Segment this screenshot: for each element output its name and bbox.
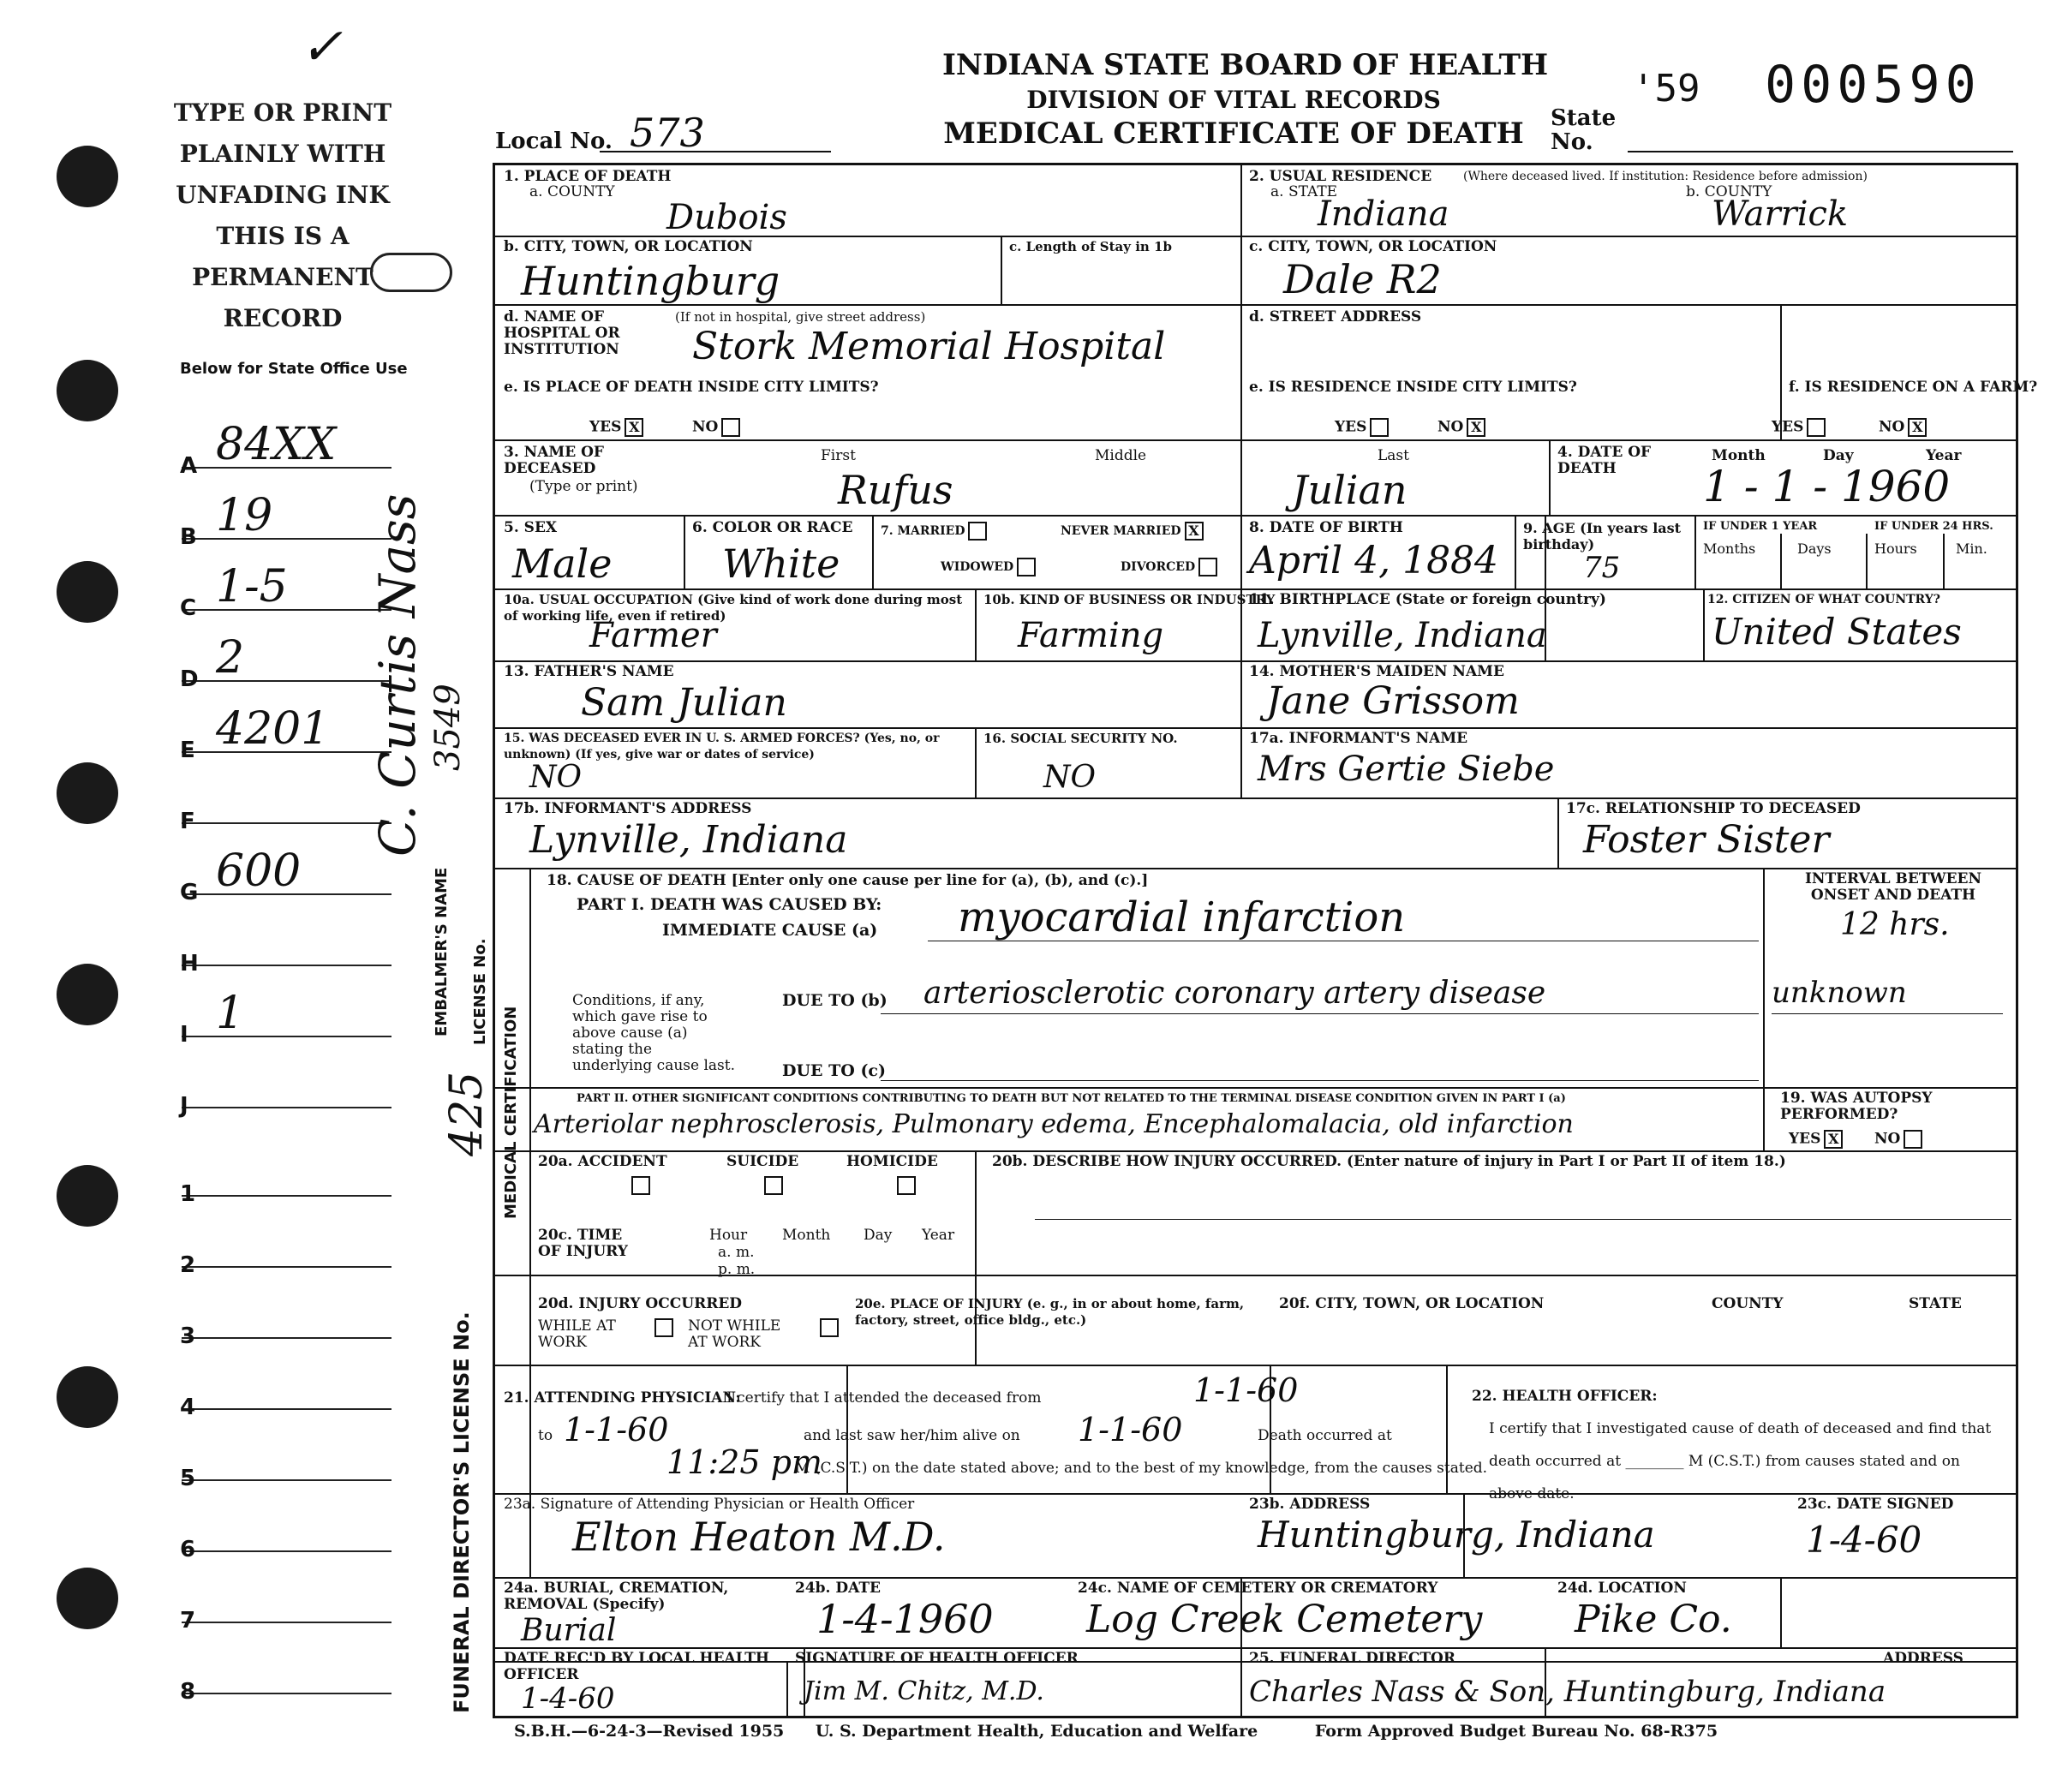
- injury-city-label: 20f. CITY, TOWN, OR LOCATION: [1279, 1295, 1545, 1312]
- date-of-death: 1 - 1 - 1960: [1703, 462, 1951, 511]
- residence-label: 2. USUAL RESIDENCE: [1249, 168, 1432, 185]
- sex-value: Male: [512, 541, 613, 587]
- code-row-6: [180, 1516, 391, 1562]
- cert-text-1: I certify that I attended the deceased from: [726, 1389, 1042, 1407]
- checkbox: [1807, 418, 1826, 437]
- dob-label: 8. DATE OF BIRTH: [1249, 519, 1403, 536]
- year-label: Year: [1926, 447, 1962, 464]
- pm-label: p. m.: [718, 1261, 756, 1278]
- due-to-c-label: DUE TO (c): [782, 1061, 886, 1080]
- left-margin: [0, 0, 493, 1792]
- code-value: 4201: [216, 703, 330, 755]
- inside-yes[interactable]: YES X: [589, 418, 643, 437]
- board-title: INDIANA STATE BOARD OF HEALTH: [942, 48, 1549, 82]
- never-married-label[interactable]: NEVER MARRIED X: [1061, 522, 1204, 541]
- res-state-label: a. STATE: [1270, 183, 1338, 200]
- code-label: D: [180, 666, 199, 692]
- code-row-i: [180, 988, 391, 1048]
- instruction-line: RECORD: [223, 304, 343, 332]
- code-label: 3: [180, 1323, 196, 1349]
- code-value: 1: [216, 988, 245, 1039]
- due-to-b: arteriosclerotic coronary artery disease: [923, 976, 1546, 1011]
- code-label: H: [180, 951, 199, 977]
- informant-address-label: 17b. INFORMANT'S ADDRESS: [504, 800, 752, 817]
- type-note: (Type or print): [529, 478, 638, 495]
- farm-yes[interactable]: YES: [1772, 418, 1826, 437]
- res-inside-no[interactable]: NO X: [1437, 418, 1485, 437]
- punch-hole: [57, 146, 118, 207]
- code-row-8: [180, 1658, 391, 1705]
- interval-b: unknown: [1772, 976, 1907, 1010]
- code-value: 84XX: [216, 419, 337, 470]
- health-officer-text: I certify that I investigated cause of death of deceased and find that death occurred at ________ M (C.S.T.) from causes stated and on above date.: [1489, 1420, 1992, 1502]
- address-label: 23b. ADDRESS: [1249, 1496, 1371, 1513]
- mother-name: Jane Grissom: [1266, 679, 1520, 723]
- relationship-label: 17c. RELATIONSHIP TO DECEASED: [1566, 800, 1861, 817]
- inside-no[interactable]: NO: [692, 418, 740, 437]
- punch-hole: [57, 561, 118, 623]
- punch-hole: [57, 1366, 118, 1428]
- citizen-value: United States: [1712, 611, 1962, 653]
- death-time: 11:25 pm: [666, 1443, 822, 1481]
- location-label: 24d. LOCATION: [1557, 1580, 1687, 1597]
- code-row-2: [180, 1232, 391, 1278]
- code-label: 7: [180, 1608, 196, 1634]
- local-no-label: Local No.: [495, 128, 613, 154]
- health-officer-label: 22. HEALTH OFFICER:: [1472, 1388, 1658, 1405]
- married-label[interactable]: 7. MARRIED: [881, 522, 987, 541]
- code-label: F: [180, 809, 195, 834]
- middle-label: Middle: [1095, 447, 1147, 464]
- local-no-value: 573: [630, 110, 705, 156]
- code-label: B: [180, 524, 197, 550]
- injury-occurred-label: 20d. INJURY OCCURRED: [538, 1295, 743, 1312]
- burial-value: Burial: [521, 1613, 617, 1648]
- autopsy-no[interactable]: NO: [1874, 1130, 1922, 1149]
- director-address-label: ADDRESS: [1883, 1650, 1963, 1667]
- check-mark: ✓: [300, 19, 344, 75]
- homicide-checkbox[interactable]: [897, 1176, 916, 1195]
- homicide-label: HOMICIDE: [846, 1153, 938, 1170]
- code-row-j: [180, 1072, 391, 1119]
- funeral-director: Charles Nass & Son, Huntingburg, Indiana: [1249, 1675, 1886, 1709]
- while-work-checkbox[interactable]: [654, 1318, 673, 1337]
- punch-hole: [57, 1165, 118, 1227]
- code-label: 1: [180, 1181, 196, 1207]
- injury-state-label: STATE: [1909, 1295, 1962, 1312]
- punch-hole: [57, 360, 118, 421]
- sex-label: 5. SEX: [504, 519, 558, 536]
- code-row-1: [180, 1161, 391, 1207]
- burial-date-label: 24b. DATE: [795, 1580, 881, 1597]
- hospital-label: d. NAME OF HOSPITAL OR INSTITUTION: [504, 308, 620, 358]
- instruction-line: UNFADING INK: [176, 181, 390, 209]
- code-value: 600: [216, 845, 302, 897]
- relationship-value: Foster Sister: [1583, 818, 1830, 862]
- embalmer-license-label: LICENSE No.: [471, 938, 489, 1045]
- physician-label: 21. ATTENDING PHYSICIAN:: [504, 1389, 741, 1407]
- last-label: Last: [1378, 447, 1409, 464]
- suicide-label: SUICIDE: [726, 1153, 799, 1170]
- code-value: 2: [216, 632, 245, 684]
- checkbox: X: [1467, 418, 1485, 437]
- last-saw-label: and last saw her/him alive on: [804, 1427, 1020, 1444]
- immediate-label: IMMEDIATE CAUSE (a): [662, 921, 878, 940]
- code-label: G: [180, 880, 199, 905]
- death-county: Dubois: [666, 198, 787, 237]
- under-24-label: IF UNDER 24 HRS.: [1874, 520, 1993, 533]
- day-label: Day: [1823, 447, 1854, 464]
- certificate-form: [493, 163, 2038, 1718]
- while-work-label: WHILE AT WORK: [538, 1317, 616, 1351]
- informant-address: Lynville, Indiana: [529, 818, 848, 862]
- business-label: 10b. KIND OF BUSINESS OR INDUSTRY: [983, 592, 1276, 607]
- to-label: to: [538, 1427, 553, 1444]
- checkbox: X: [625, 418, 643, 437]
- checkbox: X: [1908, 418, 1927, 437]
- attended-from: 1-1-60: [1193, 1371, 1299, 1409]
- age-label: 9. AGE (In years last birthday): [1523, 520, 1682, 553]
- residence-note: (Where deceased lived. If institution: Residence before admission): [1463, 170, 1868, 183]
- code-label: E: [180, 738, 195, 763]
- min-label: Min.: [1956, 541, 1987, 557]
- division-title: DIVISION OF VITAL RECORDS: [1026, 86, 1441, 114]
- res-county: Warrick: [1712, 194, 1849, 234]
- footer-right: Form Approved Budget Bureau No. 68-R375: [1314, 1722, 1718, 1741]
- code-label: C: [180, 595, 197, 621]
- inj-day-label: Day: [864, 1227, 893, 1244]
- first-label: First: [821, 447, 856, 464]
- instruction-line: TYPE OR PRINT: [173, 99, 392, 127]
- am-label: a. m.: [718, 1244, 755, 1261]
- father-label: 13. FATHER'S NAME: [504, 663, 674, 680]
- code-label: J: [180, 1093, 188, 1119]
- code-row-f: [180, 788, 391, 834]
- due-to-b-label: DUE TO (b): [782, 991, 888, 1010]
- interval-a: 12 hrs.: [1840, 907, 1950, 942]
- res-county-label: b. COUNTY: [1686, 183, 1772, 200]
- date-signed-label: 23c. DATE SIGNED: [1797, 1496, 1954, 1513]
- deceased-name-label: 3. NAME OF DECEASED: [504, 444, 604, 477]
- occupation-value: Farmer: [589, 616, 717, 655]
- death-occurred-label: Death occurred at: [1258, 1427, 1392, 1444]
- first-name: Rufus: [838, 467, 953, 513]
- location-value: Pike Co.: [1575, 1598, 1732, 1641]
- farm-label: f. IS RESIDENCE ON A FARM?: [1789, 379, 2038, 396]
- county-label: a. COUNTY: [529, 183, 615, 200]
- embalmer-license-value: 3549: [428, 684, 468, 771]
- embalmer-name: C. Curtis Nass: [368, 493, 427, 857]
- immediate-cause: myocardial infarction: [958, 893, 1406, 941]
- interval-label: INTERVAL BETWEEN ONSET AND DEATH: [1804, 870, 1982, 904]
- cemetery-label: 24c. NAME OF CEMETERY OR CREMATORY: [1078, 1580, 1438, 1597]
- date-of-death-label: 4. DATE OF DEATH: [1557, 444, 1652, 477]
- under-1-label: IF UNDER 1 YEAR: [1703, 520, 1818, 533]
- not-while-work-label: NOT WHILE AT WORK: [688, 1317, 781, 1351]
- stay-label: c. Length of Stay in 1b: [1009, 239, 1172, 254]
- code-label: 2: [180, 1252, 196, 1278]
- funeral-director-label: 25. FUNERAL DIRECTOR: [1249, 1650, 1455, 1667]
- code-label: 6: [180, 1537, 196, 1562]
- business-value: Farming: [1018, 616, 1164, 655]
- form-footer: [514, 1722, 1718, 1741]
- res-city-label: c. CITY, TOWN, OR LOCATION: [1249, 238, 1497, 255]
- informant-label: 17a. INFORMANT'S NAME: [1249, 730, 1468, 747]
- cemetery-name: Log Creek Cemetery: [1086, 1598, 1483, 1641]
- embalmer-name-label: EMBALMER'S NAME: [433, 867, 451, 1036]
- instruction-line: PERMANENT: [192, 263, 374, 291]
- code-row-7: [180, 1587, 391, 1634]
- birthplace-label: 11. BIRTHPLACE (State or foreign country): [1249, 591, 1606, 608]
- code-label: A: [180, 453, 198, 479]
- footer-middle: U. S. Department Health, Education and Welfare: [815, 1722, 1258, 1741]
- funeral-license-label: FUNERAL DIRECTOR'S LICENSE No.: [450, 1311, 474, 1713]
- page-title: MEDICAL CERTIFICATE OF DEATH: [943, 116, 1524, 151]
- res-inside-yes[interactable]: YES: [1335, 418, 1389, 437]
- months-label: Months: [1703, 541, 1756, 557]
- punch-hole: [57, 762, 118, 824]
- recd-date: 1-4-60: [521, 1681, 615, 1716]
- res-state: Indiana: [1318, 194, 1449, 234]
- race-value: White: [722, 541, 840, 587]
- ssn-label: 16. SOCIAL SECURITY NO.: [983, 731, 1178, 746]
- father-name: Sam Julian: [581, 681, 787, 725]
- part1-label: PART I. DEATH WAS CAUSED BY:: [577, 895, 882, 914]
- describe-injury-label: 20b. DESCRIBE HOW INJURY OCCURRED. (Enter nature of injury in Part I or Part II of item 18.): [992, 1153, 1786, 1170]
- hospital-name: Stork Memorial Hospital: [692, 325, 1166, 368]
- armed-forces-value: NO: [529, 760, 583, 795]
- code-row-d: [180, 632, 391, 692]
- physician-signature: Elton Heaton M.D.: [572, 1514, 946, 1560]
- hours-label: Hours: [1874, 541, 1917, 557]
- res-city: Dale R2: [1283, 256, 1442, 302]
- inj-year-label: Year: [922, 1227, 955, 1244]
- code-row-5: [180, 1445, 391, 1491]
- occupation-label: 10a. USUAL OCCUPATION (Give kind of work done during most of working life, even if retired): [504, 592, 963, 624]
- accident-label: 20a. ACCIDENT: [538, 1153, 667, 1170]
- code-row-4: [180, 1374, 391, 1420]
- burial-date: 1-4-1960: [816, 1596, 994, 1642]
- last-alive-date: 1-1-60: [1078, 1411, 1183, 1449]
- widowed-label[interactable]: WIDOWED: [941, 558, 1036, 576]
- citizen-label: 12. CITIZEN OF WHAT COUNTRY?: [1707, 593, 1940, 606]
- burial-label: 24a. BURIAL, CREMATION, REMOVAL (Specify): [504, 1580, 729, 1613]
- inside-limits-label: e. IS PLACE OF DEATH INSIDE CITY LIMITS?: [504, 379, 879, 396]
- date-signed: 1-4-60: [1806, 1519, 1922, 1561]
- code-value: 1-5: [216, 561, 288, 612]
- autopsy-yes[interactable]: YES X: [1789, 1130, 1843, 1149]
- ho-signature-label: SIGNATURE OF HEALTH OFFICER: [795, 1650, 1079, 1667]
- race-label: 6. COLOR OR RACE: [692, 519, 853, 536]
- cert-text-2: M (C.S.T.) on the date stated above; and to the best of my knowledge, from the causes stated.: [795, 1460, 1488, 1477]
- part2-conditions: Arteriolar nephrosclerosis, Pulmonary edema, Encephalomalacia, old infarction: [534, 1109, 1574, 1139]
- code-row-h: [180, 930, 391, 977]
- hour-label: Hour: [709, 1227, 748, 1244]
- farm-no[interactable]: NO X: [1879, 418, 1927, 437]
- instruction-line: THIS IS A: [216, 222, 350, 250]
- divorced-label[interactable]: DIVORCED: [1121, 558, 1217, 576]
- last-name: Julian: [1292, 467, 1408, 513]
- punch-hole: [57, 964, 118, 1025]
- footer-left: S.B.H.—6-24-3—Revised 1955: [514, 1722, 785, 1741]
- dob-value: April 4, 1884: [1249, 539, 1499, 582]
- code-label: 8: [180, 1679, 196, 1705]
- death-city-label: b. CITY, TOWN, OR LOCATION: [504, 238, 753, 255]
- year-code: '59: [1632, 67, 1700, 111]
- code-row-a: [180, 419, 391, 479]
- res-inside-label: e. IS RESIDENCE INSIDE CITY LIMITS?: [1249, 379, 1577, 396]
- place-injury-label: 20e. PLACE OF INJURY (e. g., in or about home, farm, factory, street, office bldg., etc.): [855, 1296, 1245, 1328]
- funeral-license-value: 425: [441, 1071, 493, 1156]
- armed-forces-label: 15. WAS DECEASED EVER IN U. S. ARMED FORCES? (Yes, no, or unknown) (If yes, give war or dates of service): [504, 732, 940, 762]
- suicide-checkbox[interactable]: [764, 1176, 783, 1195]
- code-label: 4: [180, 1395, 196, 1420]
- state-no-line: [1628, 151, 2013, 152]
- hospital-note: (If not in hospital, give street address): [675, 309, 926, 325]
- days-label: Days: [1797, 541, 1832, 557]
- code-row-e: [180, 703, 391, 763]
- code-label: 5: [180, 1466, 196, 1491]
- checkbox: [721, 418, 740, 437]
- instruction-line: PLAINLY WITH: [179, 140, 386, 168]
- medical-cert-label: MEDICAL CERTIFICATION: [502, 1006, 520, 1219]
- physician-address: Huntingburg, Indiana: [1258, 1514, 1655, 1556]
- informant-name: Mrs Gertie Siebe: [1258, 750, 1555, 789]
- code-row-c: [180, 561, 391, 621]
- conditions-note: Conditions, if any, which gave rise to above cause (a) stating the underlying cause last.: [572, 992, 736, 1074]
- office-use-note: Below for State Office Use: [180, 360, 408, 378]
- punch-hole: [57, 1568, 118, 1629]
- place-of-death-label: 1. PLACE OF DEATH: [504, 168, 672, 185]
- recd-label: DATE REC'D BY LOCAL HEALTH OFFICER: [504, 1650, 769, 1683]
- seal-icon: [370, 253, 452, 292]
- code-row-g: [180, 845, 391, 905]
- mother-label: 14. MOTHER'S MAIDEN NAME: [1249, 663, 1504, 680]
- state-number: 000590: [1765, 55, 1981, 115]
- inj-month-label: Month: [782, 1227, 831, 1244]
- autopsy-label: 19. WAS AUTOPSY PERFORMED?: [1780, 1090, 1933, 1123]
- cause-label: 18. CAUSE OF DEATH [Enter only one cause per line for (a), (b), and (c).]: [547, 872, 1149, 889]
- code-row-b: [180, 490, 391, 550]
- code-row-3: [180, 1303, 391, 1349]
- age-value: 75: [1583, 551, 1621, 585]
- birthplace-value: Lynville, Indiana: [1258, 616, 1547, 655]
- month-label: Month: [1712, 447, 1766, 464]
- time-injury-label: 20c. TIME OF INJURY: [538, 1227, 628, 1260]
- part2-label: PART II. OTHER SIGNIFICANT CONDITIONS CONTRIBUTING TO DEATH BUT NOT RELATED TO THE TERMINAL DISEASE CONDITION GIVEN IN PART I (a): [577, 1092, 1566, 1105]
- ssn-value: NO: [1043, 760, 1097, 795]
- signature-label: 23a. Signature of Attending Physician or Health Officer: [504, 1496, 915, 1513]
- street-label: d. STREET ADDRESS: [1249, 308, 1422, 326]
- state-no-label: State No.: [1551, 105, 1617, 155]
- checkbox: [1370, 418, 1389, 437]
- death-city: Huntingburg: [521, 258, 780, 304]
- ho-signature: Jim M. Chitz, M.D.: [804, 1676, 1044, 1706]
- accident-checkbox[interactable]: [631, 1176, 650, 1195]
- code-label: I: [180, 1022, 188, 1048]
- code-value: 19: [216, 490, 273, 541]
- injury-county-label: COUNTY: [1712, 1295, 1784, 1312]
- attended-to: 1-1-60: [564, 1411, 669, 1449]
- not-while-work-checkbox[interactable]: [820, 1318, 839, 1337]
